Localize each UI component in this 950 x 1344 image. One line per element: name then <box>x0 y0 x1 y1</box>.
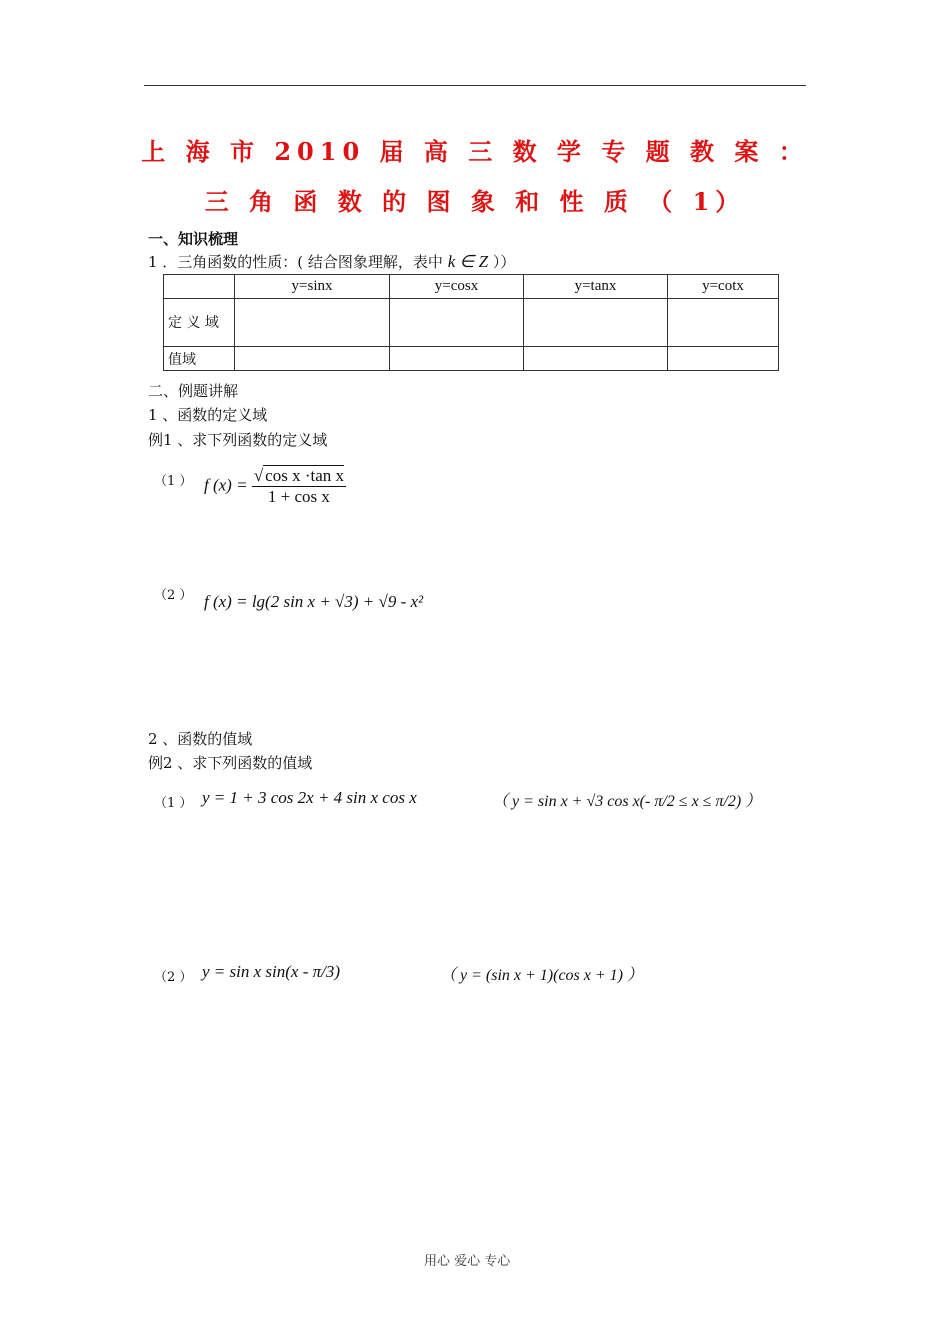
section-heading-knowledge: 一、知识梳理 <box>148 230 239 248</box>
table-header-cell: y=sinx <box>235 275 390 299</box>
page-title-line1: 上 海 市 2010 届 高 三 数 学 专 题 教 案 ： <box>141 137 809 166</box>
table-header-row <box>164 275 779 299</box>
trig-properties-table <box>163 274 779 371</box>
page-title-line2: 三 角 函 数 的 图 象 和 性 质 （ 1） <box>204 187 746 216</box>
row-label-range: 值域 <box>164 347 235 371</box>
example-2-q1-formula: y = 1 + 3 cos 2x + 4 sin x cos x <box>202 788 417 807</box>
table-header-cell: y=cosx <box>390 275 524 299</box>
fraction-numerator: √ cos x ·tan x <box>253 466 344 485</box>
item-1-text <box>148 251 515 272</box>
example-2-q1-label: （1 ） <box>154 796 193 811</box>
table-cell <box>668 347 779 371</box>
example-1-q1-label: （1 ） <box>154 474 193 489</box>
row-label-domain: 定 义 域 <box>164 299 235 347</box>
item-1-label: 1 ．三角函数的性质：( 结合图象理解，表中 <box>148 253 443 271</box>
formula-lhs: f (x) = <box>204 475 248 495</box>
example-1-q1-formula <box>204 466 346 507</box>
subheading-domain: 1 、函数的定义域 <box>148 406 268 424</box>
example-1-q2-formula: f (x) = lg(2 sin x + √3) + √9 - x² <box>204 592 424 611</box>
table-cell <box>524 347 668 371</box>
example-2-prompt: 例2 、求下列函数的值域 <box>148 754 313 772</box>
item-1-end: ）） <box>492 253 516 271</box>
table-cell <box>668 299 779 347</box>
header-rule <box>144 85 806 86</box>
example-1-q2-label: （2 ） <box>154 588 193 603</box>
table-cell <box>524 299 668 347</box>
example-2-q2-label: （2 ） <box>154 970 193 985</box>
example-1-prompt: 例1 、求下列函数的定义域 <box>148 431 328 449</box>
table-header-cell: y=cotx <box>668 275 779 299</box>
example-2-q1-hint: （ y = sin x + √3 cos x(- π/2 ≤ x ≤ π/2) ） <box>492 793 762 810</box>
sqrt-radicand: cos x ·tan x <box>265 466 344 485</box>
formula-fraction <box>252 466 346 507</box>
subheading-range: 2 、函数的值域 <box>148 730 253 748</box>
table-cell <box>390 347 524 371</box>
fraction-denominator: 1 + cos x <box>267 487 330 506</box>
table-header-cell: y=tanx <box>524 275 668 299</box>
table-cell <box>235 299 390 347</box>
table-cell <box>390 299 524 347</box>
page-footer: 用心 爱心 专心 <box>424 1254 511 1269</box>
example-2-q2-formula: y = sin x sin(x - π/3) <box>202 962 341 981</box>
table-cell <box>235 347 390 371</box>
example-2-q2-hint: （ y = (sin x + 1)(cos x + 1) ） <box>440 967 644 984</box>
section-heading-examples: 二、例题讲解 <box>148 382 239 400</box>
table-row-domain <box>164 299 779 347</box>
table-row-range <box>164 347 779 371</box>
item-1-math: k ∈ Z <box>447 252 489 271</box>
table-header-cell <box>164 275 235 299</box>
